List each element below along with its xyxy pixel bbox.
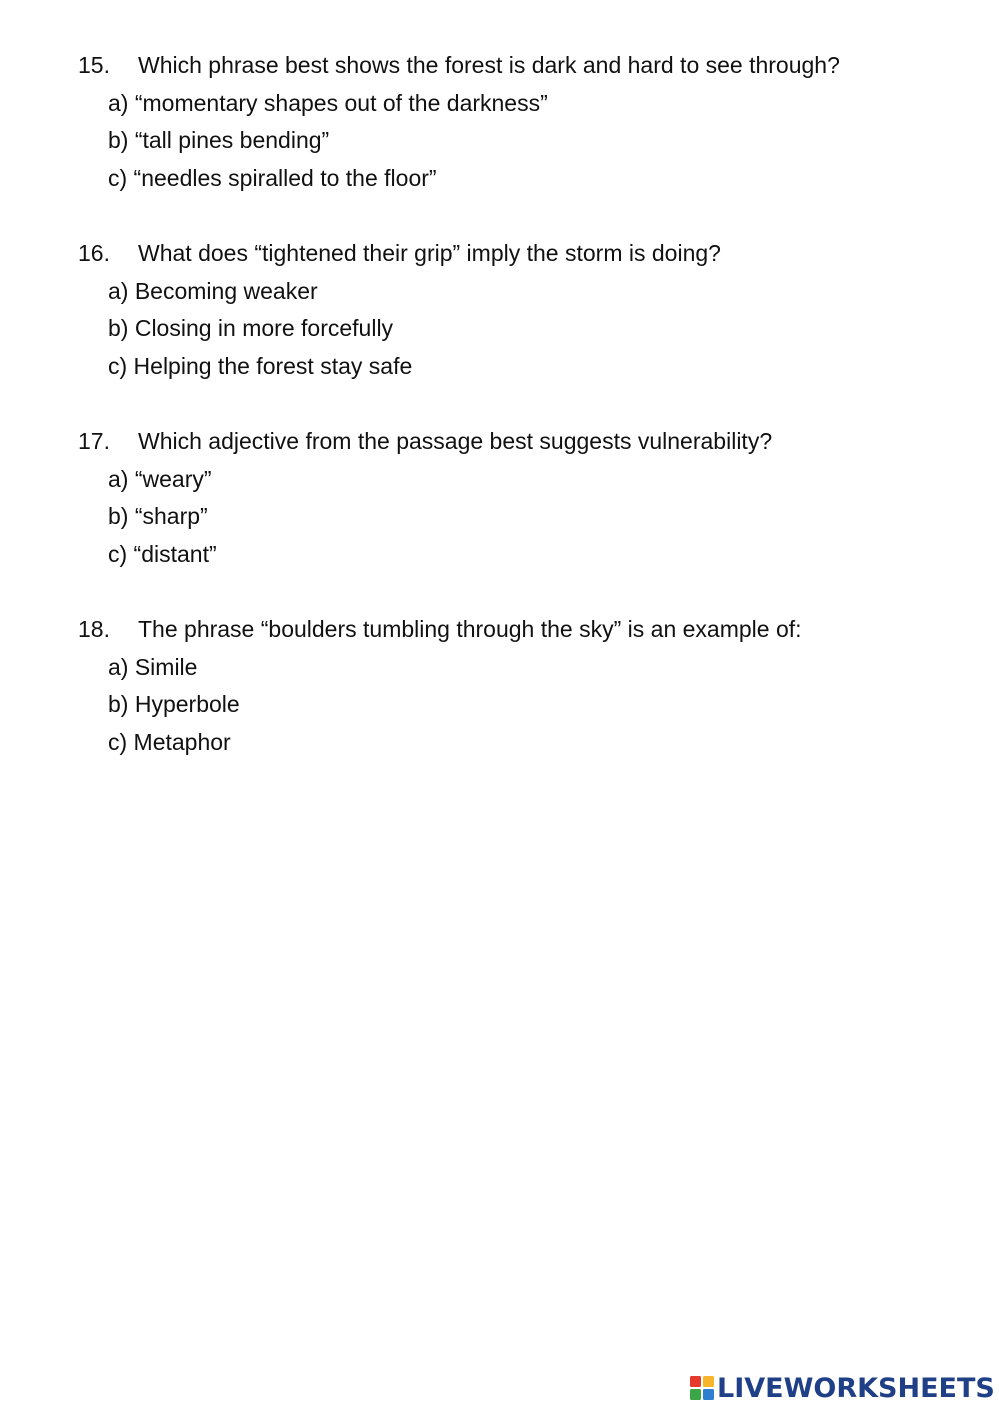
option-17c[interactable]: c) “distant” <box>108 541 217 567</box>
option-18a[interactable]: a) Simile <box>108 654 198 680</box>
question-text: Which adjective from the passage best suggests vulnerability? <box>138 428 773 454</box>
option-18c[interactable]: c) Metaphor <box>108 729 231 755</box>
question-text: Which phrase best shows the forest is dark and hard to see through? <box>138 52 840 78</box>
option-16c[interactable]: c) Helping the forest stay safe <box>108 353 413 379</box>
logo-tile-red <box>690 1376 701 1387</box>
logo-tile-green <box>690 1389 701 1400</box>
question-text: What does “tightened their grip” imply the storm is doing? <box>138 240 721 266</box>
question-number: 18. <box>78 616 110 642</box>
option-15a[interactable]: a) “momentary shapes out of the darkness” <box>108 90 548 116</box>
option-16a[interactable]: a) Becoming weaker <box>108 278 318 304</box>
option-17b[interactable]: b) “sharp” <box>108 503 208 529</box>
question-number: 15. <box>78 52 110 78</box>
question-text: The phrase “boulders tumbling through the sky” is an example of: <box>138 616 802 642</box>
liveworksheets-logo <box>690 1372 995 1404</box>
brand-name: LIVEWORKSHEETS <box>717 1372 995 1404</box>
option-15c[interactable]: c) “needles spiralled to the floor” <box>108 165 437 191</box>
option-17a[interactable]: a) “weary” <box>108 466 212 492</box>
liveworksheets-logo-icon <box>690 1376 714 1400</box>
option-18b[interactable]: b) Hyperbole <box>108 691 240 717</box>
logo-tile-blue <box>703 1389 714 1400</box>
option-16b[interactable]: b) Closing in more forcefully <box>108 315 394 341</box>
logo-tile-yellow <box>703 1376 714 1387</box>
option-15b[interactable]: b) “tall pines bending” <box>108 127 330 153</box>
question-number: 17. <box>78 428 110 454</box>
question-number: 16. <box>78 240 110 266</box>
